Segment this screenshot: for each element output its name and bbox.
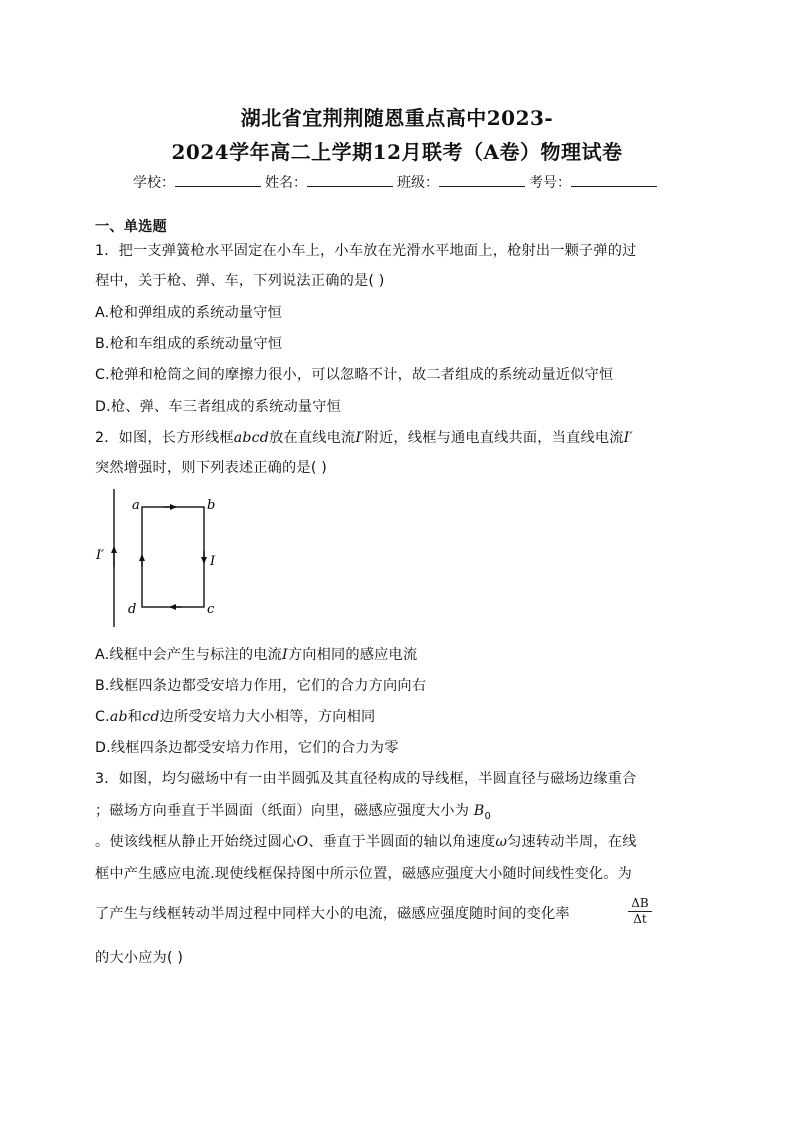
name-blank — [307, 174, 393, 187]
number-blank — [571, 174, 657, 187]
number-label: 考号： — [529, 175, 571, 191]
q3-stem-line4: 框中产生感应电流.现使线框保持图中所示位置，磁感应强度大小随时间线性变化。为 — [95, 866, 633, 882]
student-info-row — [0, 172, 794, 192]
q2-option-c: C.ab和cd边所受安培力大小相等，方向相同 — [95, 709, 376, 725]
q3-stem-line5: 了产生与线框转动半周过程中同样大小的电流，磁感应强度随时间的变化率 — [95, 906, 570, 922]
q2-option-a: A.线框中会产生与标注的电流I方向相同的感应电流 — [95, 647, 418, 663]
q1-option-a: A.枪和弹组成的系统动量守恒 — [95, 305, 283, 321]
q1-option-c: C.枪弹和枪筒之间的摩擦力很小，可以忽略不计，故二者组成的系统动量近似守恒 — [95, 367, 614, 383]
q2-option-d: D.线框四条边都受安培力作用，它们的合力为零 — [95, 740, 399, 756]
wire-current-label: I′ — [96, 548, 105, 563]
q1-option-d: D.枪、弹、车三者组成的系统动量守恒 — [95, 399, 342, 415]
q2-loop-name: abcd — [233, 430, 270, 446]
q3-stem-line6: 的大小应为( ) — [95, 950, 184, 966]
class-blank — [439, 174, 525, 187]
rectangular-loop — [142, 507, 204, 607]
school-blank — [175, 174, 261, 187]
class-label: 班级： — [397, 175, 439, 191]
rate-of-change-fraction — [628, 896, 652, 927]
q2-stem-line1: 2．如图，长方形线框abcd放在直线电流I′附近，线框与通电直线共面，当直线电流I′ — [95, 430, 633, 446]
school-label: 学校： — [133, 175, 175, 191]
q3-stem-line3: 。使该线框从静止开始绕过圆心O、垂直于半圆面的轴以角速度ω匀速转动半周，在线 — [95, 834, 637, 850]
exam-title-line1: 湖北省宜荆荆随恩重点高中2023- — [240, 106, 554, 130]
q2-stem-line2: 突然增强时，则下列表述正确的是( ) — [95, 460, 327, 476]
name-label: 姓名： — [265, 175, 307, 191]
corner-d-label: d — [128, 602, 137, 617]
corner-c-label: c — [207, 602, 215, 617]
q3-stem-line1: 3．如图，均匀磁场中有一由半圆弧及其直径构成的导线框，半圆直径与磁场边缘重合 — [95, 771, 637, 787]
fraction-numerator: ΔB — [628, 896, 652, 912]
section-heading: 一、单选题 — [95, 219, 167, 235]
q3-stem-line2: ；磁场方向垂直于半圆面（纸面）向里，磁感应强度大小为 $B_0$ — [95, 803, 491, 822]
q2-option-b: B.线框四条边都受安培力作用，它们的合力方向向右 — [95, 678, 427, 694]
q1-option-b: B.枪和车组成的系统动量守恒 — [95, 336, 283, 352]
loop-current-label: I — [210, 554, 216, 569]
fraction-denominator: Δt — [633, 912, 647, 926]
corner-a-label: a — [132, 498, 140, 513]
q1-stem-line1: 1．把一支弹簧枪水平固定在小车上，小车放在光滑水平地面上，枪射出一颗子弹的过 — [95, 243, 637, 259]
exam-title-line2: 2024学年高二上学期12月联考（A卷）物理试卷 — [171, 140, 623, 164]
corner-b-label: b — [207, 498, 216, 513]
q1-stem-line2: 程中，关于枪、弹、车，下列说法正确的是( ) — [95, 273, 385, 289]
q2-figure-circuit — [90, 485, 230, 630]
